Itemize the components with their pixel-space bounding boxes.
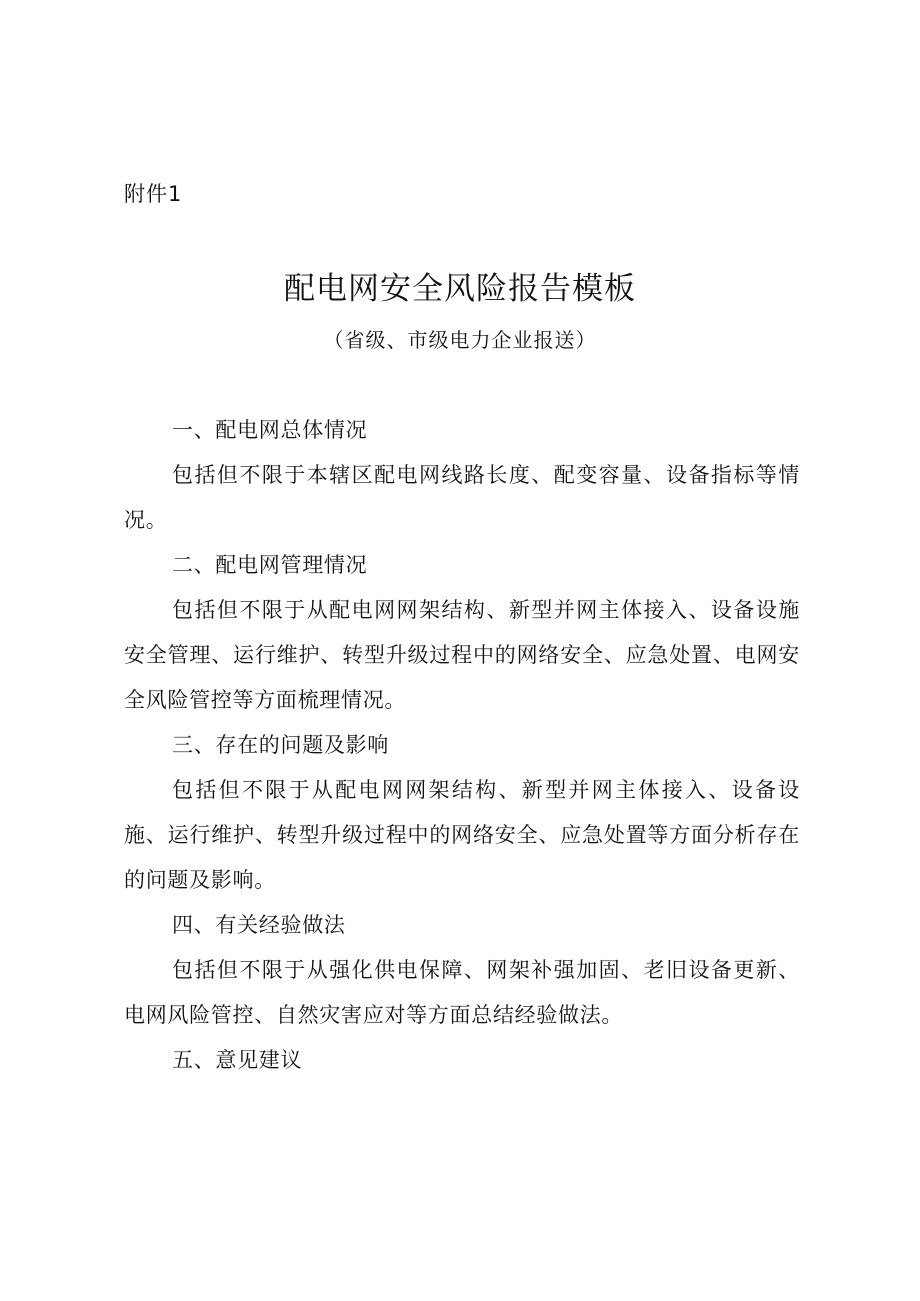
section-content-1: 包括但不限于本辖区配电网线路长度、配变容量、设备指标等情况。 [124,463,800,532]
section-heading-4: 四、有关经验做法 [172,913,346,937]
section-content-4: 包括但不限于从强化供电保障、网架补强加固、老旧设备更新、电网风险管控、自然灾害应对等方面总结经验做法。 [124,958,800,1027]
section-heading-2: 二、配电网管理情况 [172,553,368,577]
document-body [124,408,800,1083]
section-content-2: 包括但不限于从配电网网架结构、新型并网主体接入、设备设施安全管理、运行维护、转型升级过程中的网络安全、应急处置、电网安全风险管控等方面梳理情况。 [124,598,800,712]
attachment-label: 附件1 [124,182,183,206]
document-subtitle: （省级、市级电力企业报送） [323,328,597,352]
section-heading-5: 五、意见建议 [172,1048,303,1072]
section-heading-3: 三、存在的问题及影响 [172,733,389,757]
section-content-3: 包括但不限于从配电网网架结构、新型并网主体接入、设备设施、运行维护、转型升级过程中的网络安全、应急处置等方面分析存在的问题及影响。 [124,778,800,892]
section-heading-1: 一、配电网总体情况 [172,418,368,442]
document-title: 配电网安全风险报告模板 [284,271,636,307]
